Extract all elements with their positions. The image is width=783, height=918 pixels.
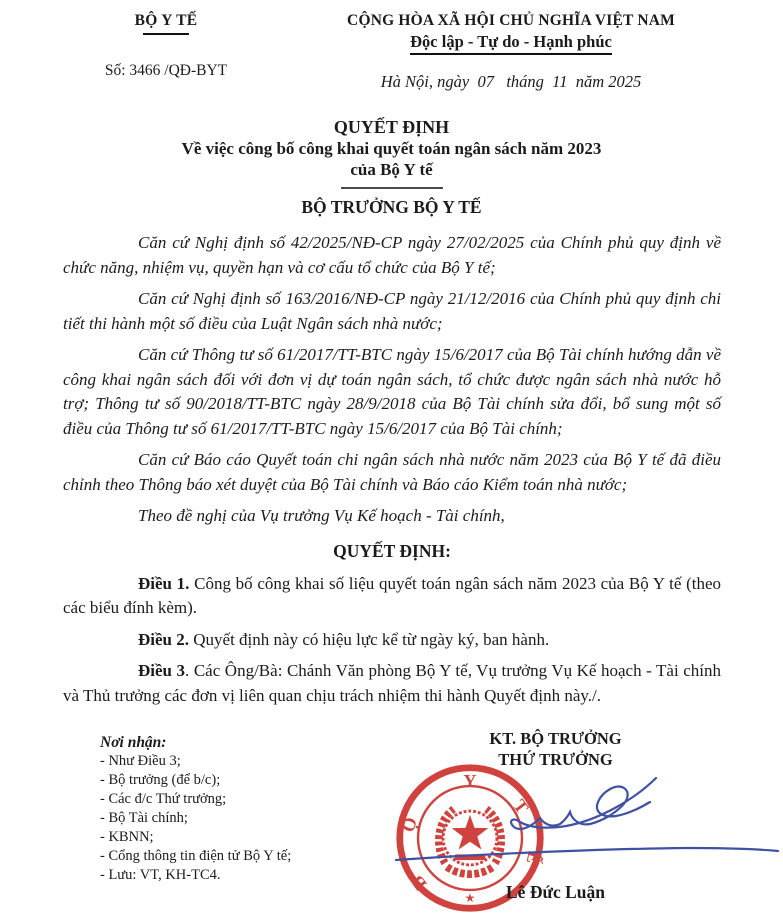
document-header xyxy=(0,0,783,92)
signature-image xyxy=(388,764,783,882)
recipients-label: Nơi nhận: xyxy=(100,734,167,751)
article-3-text: . Các Ông/Bà: Chánh Văn phòng Bộ Y tế, Vụ trưởng Vụ Kế hoạch - Tài chính và Thủ trưởng các đơn vị liên quan chịu trách nhiệm thi hành Quyết định này./. xyxy=(63,661,721,705)
recipient-item: - Bộ Tài chính; xyxy=(100,810,188,826)
signature-title-line1: KT. BỘ TRƯỞNG xyxy=(489,729,622,748)
article-1-label: Điều 1. xyxy=(138,573,190,593)
decision-heading: QUYẾT ĐỊNH: xyxy=(333,540,451,561)
article-3-label: Điều 3 xyxy=(138,661,186,680)
document-title: QUYẾT ĐỊNH xyxy=(333,117,450,137)
seal-letter-t: T xyxy=(509,795,533,818)
document-subtitle-line2: của Bộ Y tế xyxy=(350,160,433,179)
article-2-text: Quyết định này có hiệu lực kể từ ngày ký, ban hành. xyxy=(189,629,550,649)
preamble-paragraph: Căn cứ Nghị định số 163/2016/NĐ-CP ngày 21/12/2016 của Chính phủ quy định chi tiết thi hành một số điều của Luật Ngân sách nhà nước; xyxy=(63,289,721,333)
preamble xyxy=(63,231,721,529)
issuing-authority: BỘ TRƯỞNG BỘ Y TẾ xyxy=(301,197,482,217)
recipient-item: - Cổng thông tin điện tử Bộ Y tế; xyxy=(100,848,292,864)
national-motto-block xyxy=(332,12,690,92)
preamble-paragraph: Căn cứ Thông tư số 61/2017/TT-BTC ngày 15/6/2017 của Bộ Tài chính hướng dẫn về công khai ngân sách đối với đơn vị dự toán ngân sách, tổ chức được ngân sách nhà nước hỗ trợ; Thông tư số 90/2018/TT-BTC ngày 28/9/2018 của Bộ Tài chính sửa đổi, bổ sung một số điều của Thông tư số 61/2017/TT-BTC ngày 15/6/2017 của Bộ Tài chính; xyxy=(63,345,721,438)
title-block xyxy=(0,117,783,218)
issuer-underline xyxy=(143,33,189,35)
seal-letter-o: Ộ xyxy=(397,814,422,835)
seal-letter-y: Y xyxy=(463,770,477,791)
recipient-item: - KBNN; xyxy=(100,829,154,845)
recipient-item: - Như Điều 3; xyxy=(100,753,181,769)
document-footer xyxy=(0,726,783,918)
preamble-paragraph: Căn cứ Nghị định số 42/2025/NĐ-CP ngày 27/02/2025 của Chính phủ quy định về chức năng, nhiệm vụ, quyền hạn và cơ cấu tổ chức của Bộ Y tế; xyxy=(63,233,721,277)
article-1 xyxy=(63,572,721,621)
national-motto: Độc lập - Tự do - Hạnh phúc xyxy=(410,32,612,55)
seal-letter-b: B xyxy=(407,872,431,894)
national-header: CỘNG HÒA XÃ HỘI CHỦ NGHĨA VIỆT NAM xyxy=(347,12,675,29)
recipients-block xyxy=(100,734,291,885)
issuer-name: BỘ Y TẾ xyxy=(134,12,198,29)
seal-star: ★ xyxy=(465,893,475,905)
place-and-date: Hà Nội, ngày 07 tháng 11 năm 2025 xyxy=(380,72,642,91)
seal-letter-e: Ế xyxy=(522,849,545,866)
article-1-text: Công bố công khai số liệu quyết toán ngân sách năm 2023 của Bộ Y tế (theo các biểu đính kèm). xyxy=(63,573,721,617)
issuer-block xyxy=(0,12,332,92)
article-3 xyxy=(63,659,721,708)
article-2-label: Điều 2. xyxy=(138,629,189,649)
recipient-item: - Các đ/c Thứ trưởng; xyxy=(100,791,227,807)
recipient-item: - Lưu: VT, KH-TC4. xyxy=(100,867,221,883)
preamble-paragraph: Theo đề nghị của Vụ trưởng Vụ Kế hoạch - Tài chính, xyxy=(138,506,505,525)
document-body xyxy=(0,231,783,708)
document-number: Số: 3466 /QĐ-BYT xyxy=(104,62,228,79)
article-2 xyxy=(63,628,721,653)
document-subtitle-line1: Về việc công bố công khai quyết toán ngân sách năm 2023 xyxy=(181,139,602,158)
subtitle-separator xyxy=(341,187,443,189)
signature-title-line2: THỨ TRƯỞNG xyxy=(498,750,613,769)
signer-name: Lê Đức Luận xyxy=(506,882,605,902)
recipient-item: - Bộ trưởng (để b/c); xyxy=(100,772,221,788)
preamble-paragraph: Căn cứ Báo cáo Quyết toán chi ngân sách nhà nước năm 2023 của Bộ Y tế đã điều chỉnh theo Thông báo xét duyệt của Bộ Tài chính và Báo cáo Kiểm toán nhà nước; xyxy=(63,450,721,494)
